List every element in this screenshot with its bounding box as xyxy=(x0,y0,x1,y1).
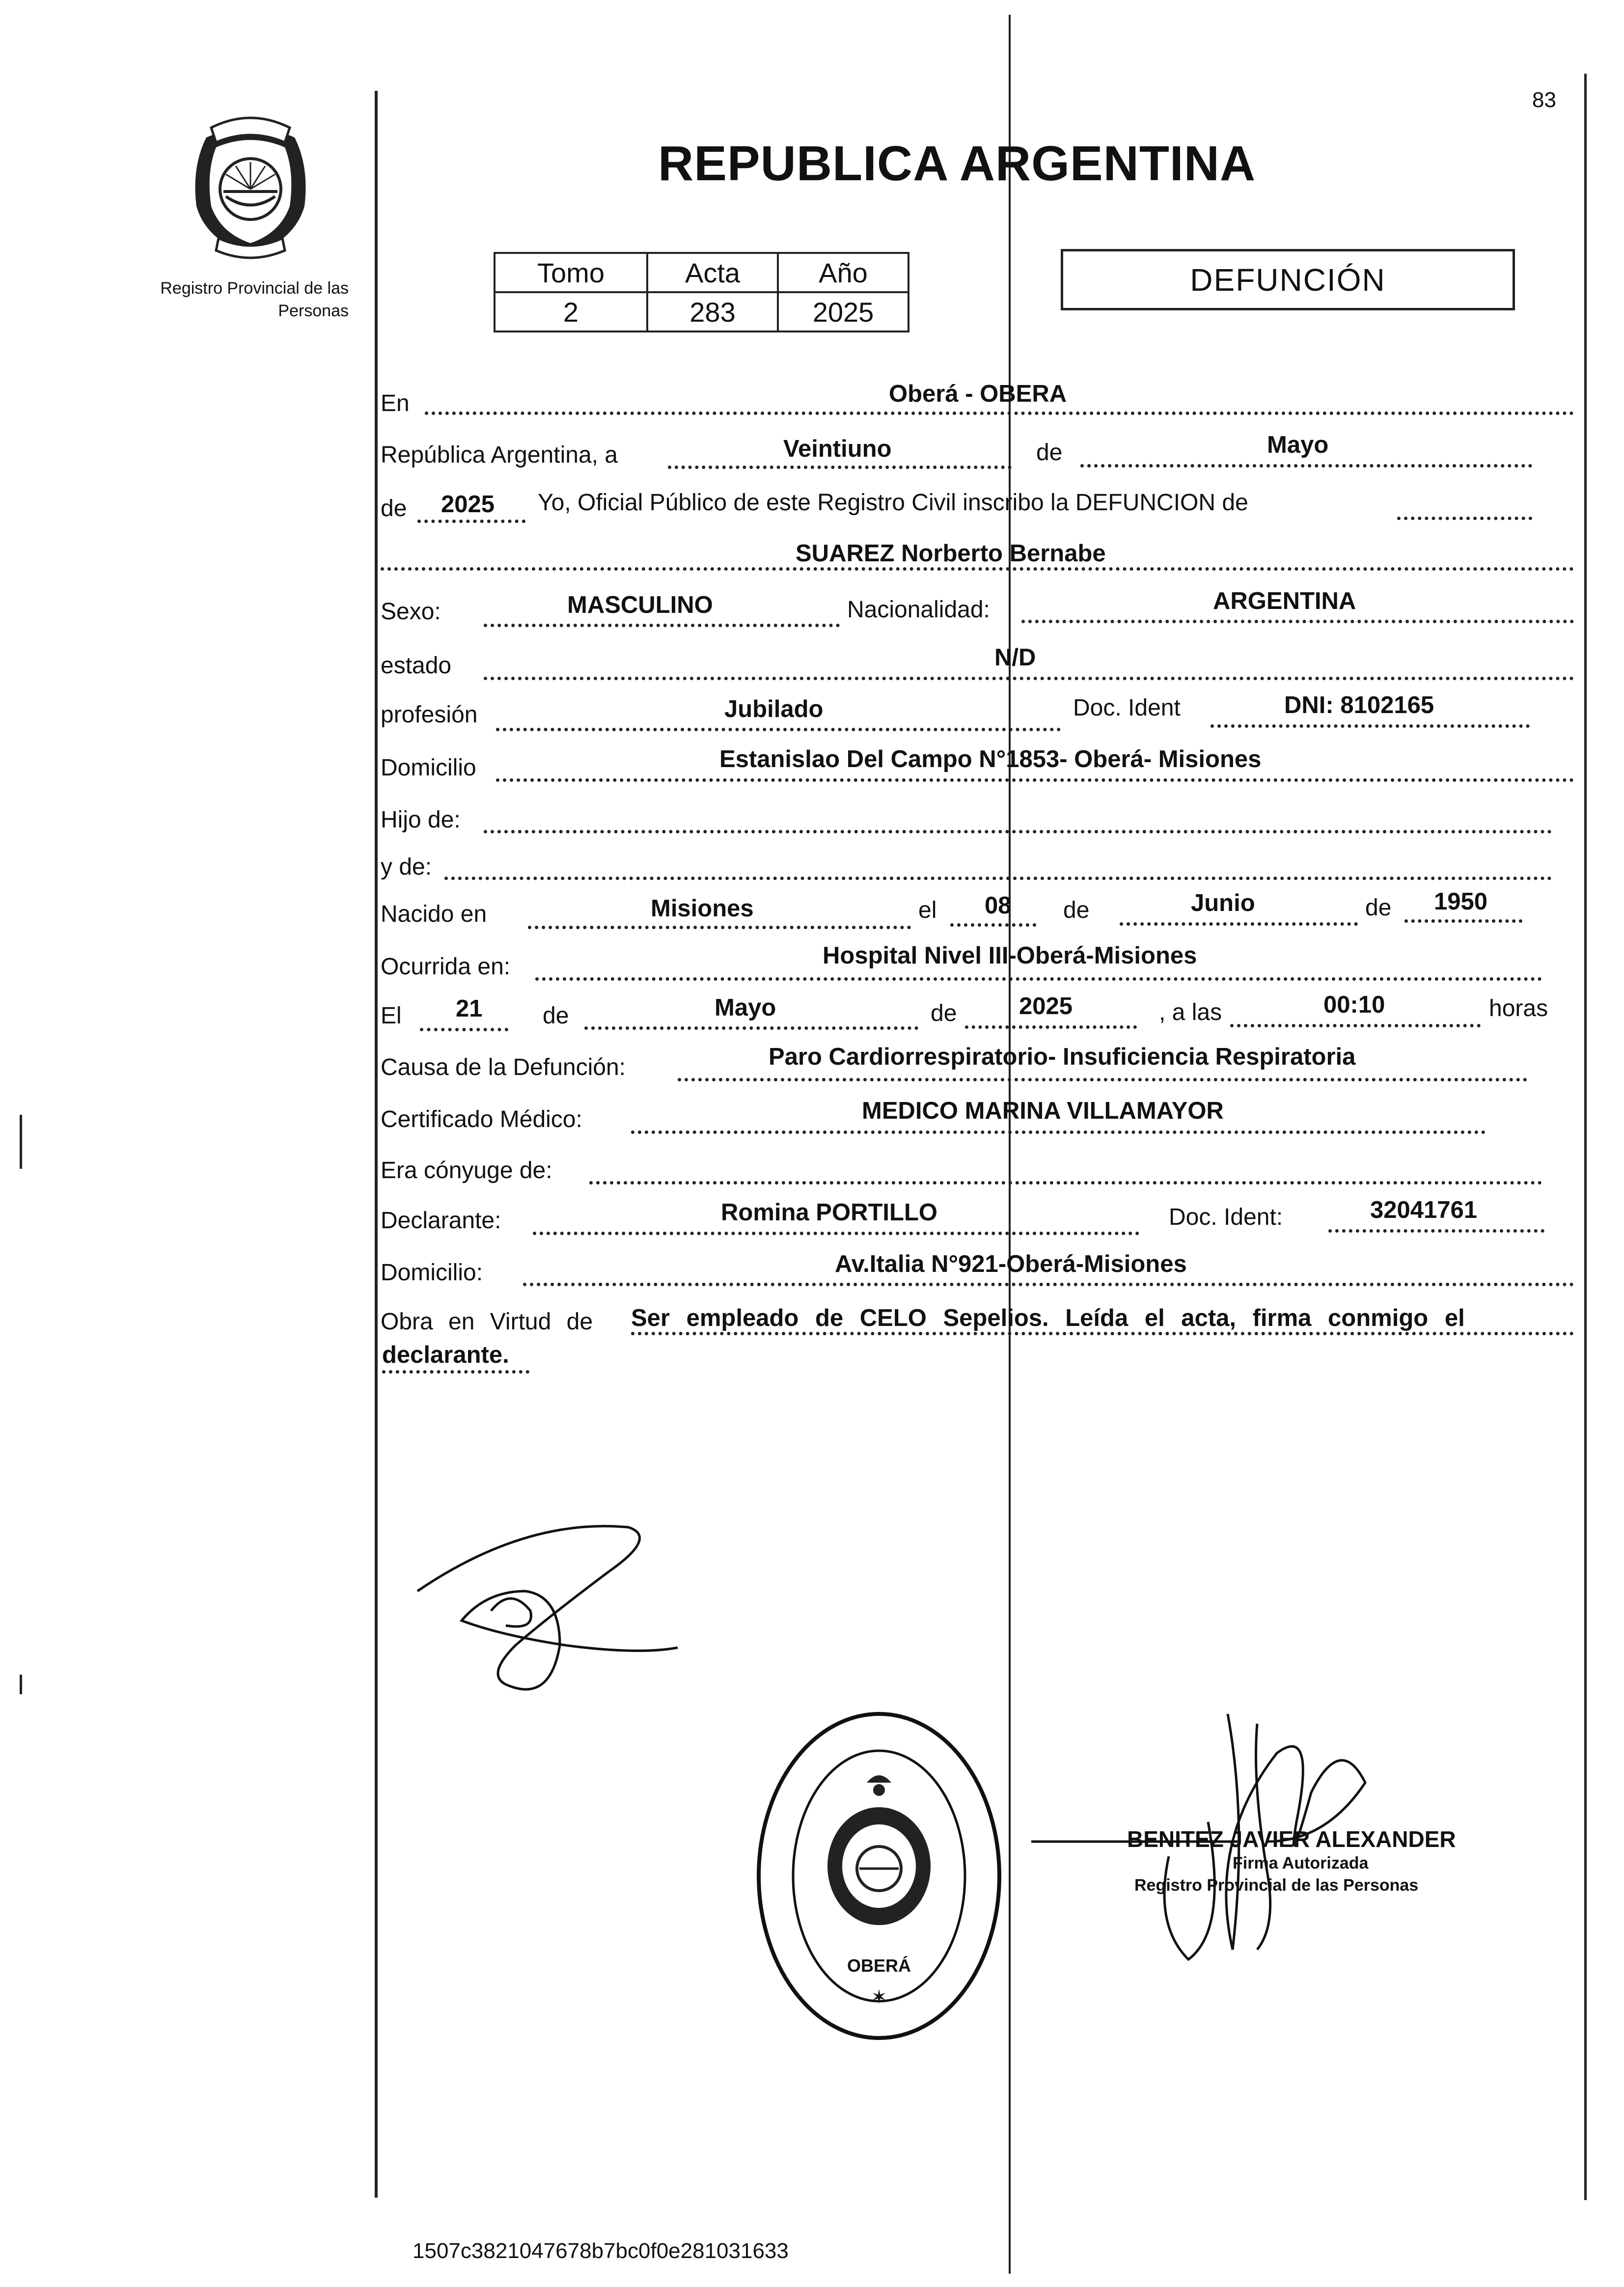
death-month-value: Mayo xyxy=(715,994,776,1021)
horas-label: horas xyxy=(1489,995,1548,1021)
declarante-domicilio-label: Domicilio: xyxy=(381,1260,483,1286)
table-cell-acta: 283 xyxy=(646,291,779,332)
dotted-line xyxy=(950,923,1036,927)
dotted-line xyxy=(1404,919,1522,923)
dotted-line xyxy=(1328,1229,1544,1233)
causa-value: Paro Cardiorrespiratorio- Insuficiencia Respiratoria xyxy=(769,1044,1356,1070)
causa-label: Causa de la Defunción: xyxy=(381,1054,626,1080)
dotted-line xyxy=(1230,1024,1481,1027)
dotted-line xyxy=(1080,464,1532,468)
signatory-role: Firma Autorizada xyxy=(1233,1854,1369,1873)
nacido-en-value: Misiones xyxy=(651,895,754,922)
page-number: 83 xyxy=(1532,88,1556,112)
dotted-line xyxy=(668,466,1012,469)
dotted-line xyxy=(678,1078,1527,1081)
dotted-line xyxy=(496,728,1061,731)
dotted-line xyxy=(631,1130,1486,1134)
estado-label: estado xyxy=(381,653,452,679)
month-value: Mayo xyxy=(1267,432,1329,458)
de-label: de xyxy=(1365,895,1392,921)
obra-line-2: declarante. xyxy=(382,1342,509,1368)
de-label: de xyxy=(543,1003,569,1029)
death-time-value: 00:10 xyxy=(1323,992,1385,1018)
birth-month-value: Junio xyxy=(1191,890,1255,916)
left-margin-line xyxy=(375,91,378,2198)
de-label: de xyxy=(1063,897,1090,923)
dotted-line xyxy=(382,1370,529,1374)
dotted-line xyxy=(535,977,1542,981)
dotted-line xyxy=(420,1028,508,1031)
record-type-box: DEFUNCIÓN xyxy=(1061,249,1515,310)
declarante-label: Declarante: xyxy=(381,1208,501,1234)
stamp-city: OBERÁ xyxy=(847,1956,911,1976)
official-text: Yo, Oficial Público de este Registro Civil inscribo la DEFUNCION de xyxy=(538,490,1248,516)
dotted-line xyxy=(496,778,1574,782)
obra-line-1: Ser empleado de CELO Sepelios. Leída el acta, firma conmigo el xyxy=(631,1305,1465,1331)
doc-ident-label: Doc. Ident xyxy=(1073,695,1181,721)
dotted-line xyxy=(589,1181,1542,1185)
deceased-name-value: SUAREZ Norberto Bernabe xyxy=(796,540,1106,567)
page-title: REPUBLICA ARGENTINA xyxy=(658,136,1256,191)
dotted-line xyxy=(584,1026,918,1030)
table-header-tomo: Tomo xyxy=(494,252,648,293)
y-de-label: y de: xyxy=(381,854,432,880)
republica-label: República Argentina, a xyxy=(381,442,618,468)
birth-day-value: 08 xyxy=(985,892,1012,919)
hijo-label: Hijo de: xyxy=(381,807,461,833)
dotted-line xyxy=(425,412,1574,415)
de-label: de xyxy=(381,496,407,522)
dotted-line xyxy=(523,1283,1574,1286)
declarante-doc-value: 32041761 xyxy=(1370,1197,1478,1223)
ocurrida-label: Ocurrida en: xyxy=(381,954,511,980)
dotted-line xyxy=(1120,922,1358,926)
left-edge-mark xyxy=(20,1115,22,1169)
death-year-value: 2025 xyxy=(1019,993,1073,1020)
left-edge-mark xyxy=(20,1675,22,1694)
declarante-domicilio-value: Av.Italia N°921-Oberá-Misiones xyxy=(835,1251,1187,1277)
document-hash: 1507c3821047678b7bc0f0e281031633 xyxy=(413,2239,789,2263)
de-label: de xyxy=(1036,440,1063,466)
birth-year-value: 1950 xyxy=(1434,888,1488,915)
signatory-name: BENITEZ JAVIER ALEXANDER xyxy=(1127,1826,1456,1852)
day-words-value: Veintiuno xyxy=(783,436,892,462)
dotted-line xyxy=(1211,724,1530,728)
sexo-label: Sexo: xyxy=(381,599,441,625)
dotted-line xyxy=(484,624,840,627)
domicilio-value: Estanislao Del Campo N°1853- Oberá- Misiones xyxy=(719,746,1262,772)
declarante-value: Romina PORTILLO xyxy=(721,1199,937,1226)
declarant-signature xyxy=(403,1498,746,1724)
en-label: En xyxy=(381,390,410,416)
nacionalidad-label: Nacionalidad: xyxy=(847,597,990,623)
nacionalidad-value: ARGENTINA xyxy=(1213,588,1356,614)
dotted-line xyxy=(1397,517,1532,520)
dotted-line xyxy=(484,677,1574,680)
dotted-line xyxy=(417,520,525,523)
sexo-value: MASCULINO xyxy=(567,592,713,618)
right-margin-line xyxy=(1584,74,1587,2200)
table-header-anio: Año xyxy=(777,252,909,293)
dotted-line xyxy=(533,1232,1139,1235)
doc-ident-value: DNI: 8102165 xyxy=(1284,692,1434,718)
table-header-acta: Acta xyxy=(646,252,779,293)
table-cell-tomo: 2 xyxy=(494,291,648,332)
obra-label: Obra en Virtud de xyxy=(381,1309,593,1335)
el-label: el xyxy=(918,897,937,923)
signatory-org: Registro Provincial de las Personas xyxy=(1134,1876,1419,1895)
provincial-coat-of-arms-logo xyxy=(177,108,324,260)
death-day-value: 21 xyxy=(456,995,483,1022)
year-value: 2025 xyxy=(441,491,495,518)
certificado-label: Certificado Médico: xyxy=(381,1106,582,1132)
domicilio-label: Domicilio xyxy=(381,755,476,781)
dotted-line xyxy=(965,1025,1137,1029)
a-las-label: , a las xyxy=(1159,999,1222,1025)
svg-text:✶: ✶ xyxy=(871,1986,887,2008)
declarante-doc-label: Doc. Ident: xyxy=(1169,1204,1283,1230)
profesion-value: Jubilado xyxy=(724,696,824,722)
el-cap-label: El xyxy=(381,1003,402,1029)
dotted-line xyxy=(528,926,911,929)
place-value: Oberá - OBERA xyxy=(889,381,1067,407)
conyuge-label: Era cónyuge de: xyxy=(381,1157,552,1184)
dotted-line xyxy=(444,877,1552,880)
registry-name: Registro Provincial de las Personas xyxy=(160,279,349,320)
dotted-line xyxy=(631,1332,1574,1335)
dotted-line xyxy=(1021,620,1574,623)
de-label: de xyxy=(931,1000,957,1026)
certificado-value: MEDICO MARINA VILLAMAYOR xyxy=(862,1098,1224,1124)
profesion-label: profesión xyxy=(381,702,478,728)
ocurrida-en-value: Hospital Nivel III-Oberá-Misiones xyxy=(823,942,1197,969)
dotted-line xyxy=(381,567,1574,571)
estado-value: N/D xyxy=(994,644,1036,671)
table-cell-anio: 2025 xyxy=(777,291,909,332)
nacido-label: Nacido en xyxy=(381,901,487,927)
dotted-line xyxy=(484,830,1552,833)
